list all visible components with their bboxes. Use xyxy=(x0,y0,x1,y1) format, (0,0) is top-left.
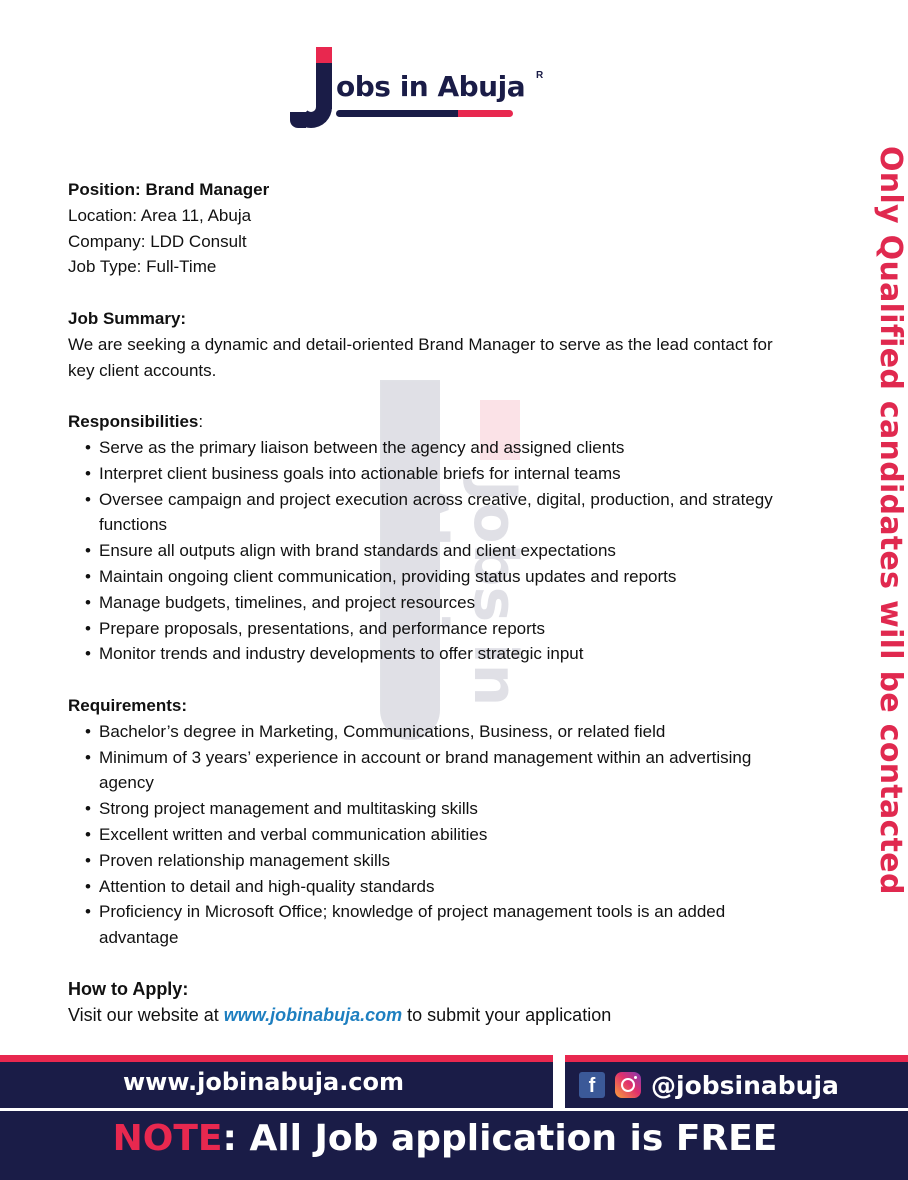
footer-left-accent xyxy=(0,1055,553,1062)
responsibilities-colon: : xyxy=(198,412,204,432)
how-to-apply-heading: How to Apply: xyxy=(68,978,189,999)
apply-instructions xyxy=(68,1003,798,1029)
facebook-icon[interactable]: f xyxy=(579,1072,605,1098)
job-summary-heading: Job Summary: xyxy=(68,308,187,328)
apply-website-link[interactable]: www.jobinabuja.com xyxy=(223,1004,403,1025)
location-line: Location: Area 11, Abuja xyxy=(68,205,252,225)
list-item: • Minimum of 3 years’ experience in account or brand management within an advertising agency xyxy=(68,745,798,797)
company-line: Company: LDD Consult xyxy=(68,231,247,251)
list-item: • Prepare proposals, presentations, and performance reports xyxy=(68,616,798,642)
logo-j-accent xyxy=(316,47,332,63)
job-summary-text: We are seeking a dynamic and detail-oriented Brand Manager to serve as the lead contact for key client accounts. xyxy=(68,334,773,380)
list-item: • Excellent written and verbal communication abilities xyxy=(68,822,798,848)
watermark-text: Jobs in Abuja xyxy=(390,480,530,707)
list-item: • Interpret client business goals into actionable briefs for internal teams xyxy=(68,461,798,487)
qualified-candidates-notice: Only Qualified candidates will be contacted xyxy=(873,146,908,895)
list-item: • Serve as the primary liaison between the agency and assigned clients xyxy=(68,435,798,461)
list-item: • Strong project management and multitasking skills xyxy=(68,796,798,822)
responsibilities-list xyxy=(68,435,798,667)
social-handle[interactable]: @jobsinabuja xyxy=(651,1070,839,1100)
logo-underline-pink xyxy=(458,110,513,117)
list-item: • Attention to detail and high-quality standards xyxy=(68,874,798,900)
position-line: Position: Brand Manager xyxy=(68,180,270,199)
jobs-in-abuja-logo xyxy=(286,42,556,137)
note-label: NOTE xyxy=(112,1118,223,1159)
social-handle-group xyxy=(579,1068,839,1102)
job-type-line: Job Type: Full-Time xyxy=(68,257,217,277)
list-item: • Maintain ongoing client communication, providing status updates and reports xyxy=(68,564,798,590)
list-item: • Proficiency in Microsoft Office; knowledge of project management tools is an added advantage xyxy=(68,899,798,951)
note-message: : All Job application is FREE xyxy=(222,1118,778,1159)
requirements-list xyxy=(68,719,798,951)
free-application-note xyxy=(0,1118,890,1159)
apply-prefix: Visit our website at xyxy=(68,1004,224,1025)
footer-right-accent xyxy=(565,1055,908,1062)
registered-mark: R xyxy=(536,70,544,81)
list-item: • Manage budgets, timelines, and project resources xyxy=(68,590,798,616)
list-item: • Monitor trends and industry developments to offer strategic input xyxy=(68,641,798,667)
list-item: • Oversee campaign and project execution across creative, digital, production, and strategy functions xyxy=(68,487,798,539)
list-item: • Bachelor’s degree in Marketing, Communications, Business, or related field xyxy=(68,719,798,745)
logo-text: obs in Abuja xyxy=(336,70,526,103)
requirements-heading: Requirements: xyxy=(68,695,188,715)
footer-website-link[interactable]: www.jobinabuja.com xyxy=(123,1068,405,1096)
responsibilities-heading: Responsibilities xyxy=(68,412,199,432)
logo-j-hook-end xyxy=(290,112,306,128)
list-item: • Ensure all outputs align with brand standards and client expectations xyxy=(68,538,798,564)
responsibilities-heading-line xyxy=(68,409,798,435)
instagram-icon[interactable] xyxy=(615,1072,641,1098)
apply-suffix: to submit your application xyxy=(402,1004,612,1025)
list-item: • Proven relationship management skills xyxy=(68,848,798,874)
job-post-body xyxy=(68,177,798,1028)
